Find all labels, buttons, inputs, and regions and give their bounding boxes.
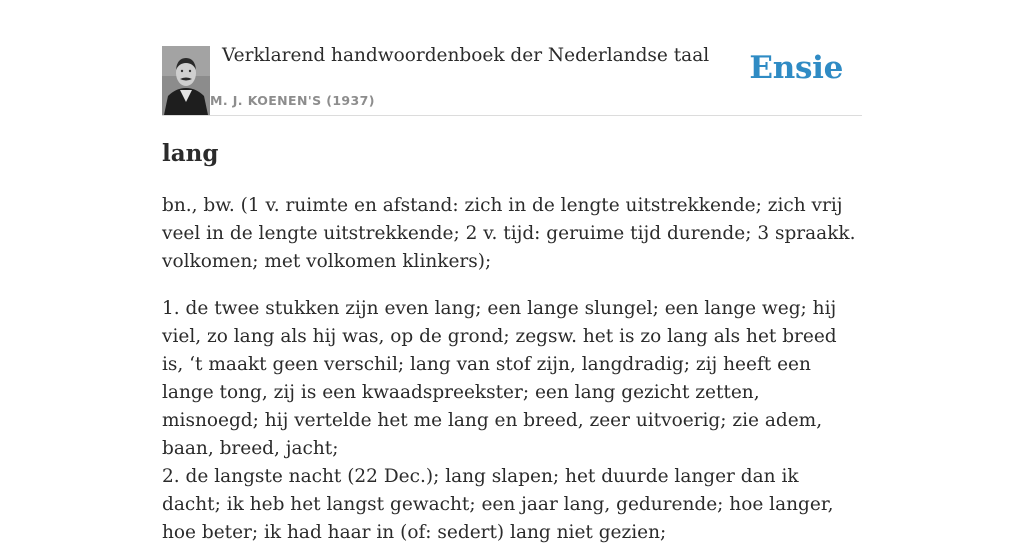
grammar-note: bn., bw. (1 v. ruimte en afstand: zich in de lengte uitstrekkende; zich vrij veel in de lengte uitstrekkende; 2 v. tijd: geruime tijd durende; 3 spraakk. volkomen; met volkomen klinkers); <box>162 195 856 272</box>
entry-definition <box>162 192 862 547</box>
headword: lang <box>162 140 219 167</box>
sense-2: 2. de langste nacht (22 Dec.); lang slapen; het duurde langer dan ik dacht; ik heb het langst gewacht; een jaar lang, gedurende; hoe langer, hoe beter; ik had haar in (of: sedert) lang niet gezien; <box>162 466 834 543</box>
author-portrait-icon <box>162 46 210 115</box>
sense-1: 1. de twee stukken zijn even lang; een lange slungel; een lange weg; hij viel, zo lang als hij was, op de grond; zegsw. het is zo lang als het breed is, ‘t maakt geen verschil; lang van stof zijn, langdradig; zij heeft een lange tong, zij is een kwaadspreekster; een lang gezicht zetten, misnoegd; hij vertelde het me lang en breed, zeer uitvoerig; zie adem, baan, breed, jacht; <box>162 298 837 459</box>
brand-logo-link[interactable]: Ensie <box>749 50 843 86</box>
page <box>162 0 862 543</box>
author-edition: M. J. KOENEN'S (1937) <box>210 93 375 108</box>
site-header <box>162 0 862 116</box>
book-title: Verklarend handwoordenboek der Nederlandse taal <box>222 45 710 66</box>
